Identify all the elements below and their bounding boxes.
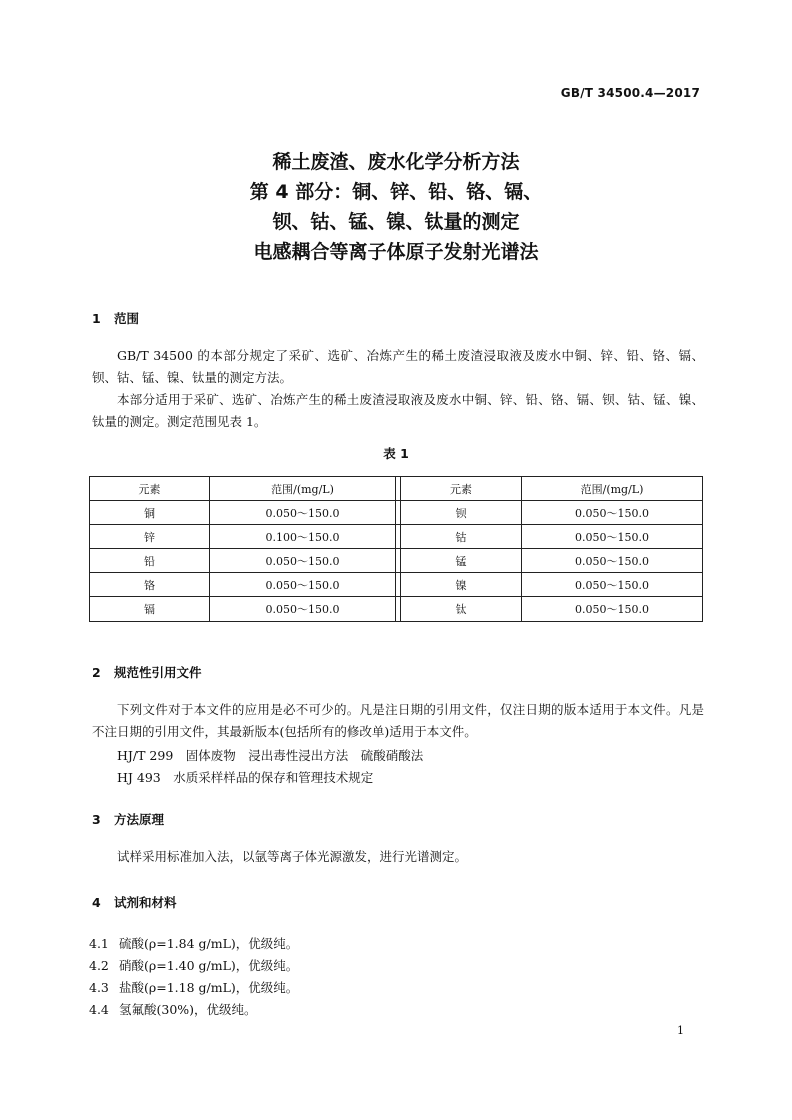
table-cell: 0.050～150.0 — [575, 530, 649, 544]
table-cell: 锌 — [90, 525, 210, 548]
list-item-text: 盐酸(ρ=1.18 g/mL)，优级纯。 — [119, 980, 299, 995]
section-1-heading — [92, 309, 139, 327]
title-line-3: 钡、钴、锰、镍、钛量的测定 — [272, 211, 520, 233]
section-2-title: 规范性引用文件 — [114, 665, 202, 680]
reference-hj-t-299: HJ/T 299 固体废物 浸出毒性浸出方法 硫酸硝酸法 — [117, 748, 424, 763]
table-1 — [89, 476, 703, 622]
document-title — [0, 147, 792, 267]
section-3-number: 3 — [92, 812, 101, 827]
list-item — [89, 934, 298, 952]
section-4-number: 4 — [92, 895, 101, 910]
table-cell: 0.050～150.0 — [575, 603, 649, 616]
section-1-number: 1 — [92, 311, 101, 326]
section-3-paragraph-1: 试样采用标准加入法，以氩等离子体光源激发，进行光谱测定。 — [117, 849, 468, 864]
table-header-cell: 元素 — [400, 477, 522, 500]
table-row — [90, 549, 702, 573]
section-2-paragraph-1: 下列文件对于本文件的应用是必不可少的。凡是注日期的引用文件，仅注日期的版本适用于本文件。凡是不注日期的引用文件，其最新版本(包括所有的修改单)适用于本文件。 — [92, 702, 704, 739]
reference-hj-493: HJ 493 水质采样样品的保存和管理技术规定 — [117, 770, 374, 785]
section-2-heading — [92, 663, 202, 681]
section-4-title: 试剂和材料 — [114, 895, 177, 910]
table-cell: 镍 — [400, 573, 522, 596]
table-header-row — [90, 477, 702, 501]
table-cell: 0.050～150.0 — [575, 578, 649, 592]
table-cell: 0.050～150.0 — [210, 549, 396, 572]
list-item — [89, 1000, 257, 1018]
page-number: 1 — [677, 1024, 684, 1037]
list-item-number: 4.3 — [89, 980, 109, 995]
list-item-text: 氢氟酸(30%)，优级纯。 — [119, 1002, 257, 1017]
table-cell: 0.050～150.0 — [575, 554, 649, 568]
table-row — [90, 597, 702, 621]
list-item — [89, 956, 298, 974]
title-line-4: 电感耦合等离子体原子发射光谱法 — [253, 241, 539, 263]
title-line-1: 稀土废渣、废水化学分析方法 — [272, 151, 520, 173]
table-cell: 钛 — [400, 597, 522, 621]
list-item — [89, 978, 298, 996]
section-3-title: 方法原理 — [114, 812, 165, 827]
list-item-number: 4.2 — [89, 958, 109, 973]
table-row — [90, 501, 702, 525]
section-3-heading — [92, 810, 164, 828]
table-row — [90, 525, 702, 549]
table-cell: 铜 — [90, 501, 210, 524]
title-line-2: 第 4 部分：铜、锌、铅、铬、镉、 — [249, 181, 543, 203]
list-item-number: 4.1 — [89, 936, 109, 951]
table-header-cell: 范围/(mg/L) — [580, 482, 644, 496]
table-cell: 镉 — [90, 597, 210, 621]
section-2-number: 2 — [92, 665, 101, 680]
table-cell: 0.050～150.0 — [575, 506, 649, 520]
standard-code: GB/T 34500.4—2017 — [560, 86, 700, 100]
table-cell: 铬 — [90, 573, 210, 596]
list-item-text: 硫酸(ρ=1.84 g/mL)，优级纯。 — [119, 936, 299, 951]
table-cell: 锰 — [400, 549, 522, 572]
table-cell: 0.100～150.0 — [210, 525, 396, 548]
section-1-paragraph-1: GB/T 34500 的本部分规定了采矿、选矿、冶炼产生的稀土废渣浸取液及废水中铜、锌、铅、铬、镉、钡、钴、锰、镍、钛量的测定方法。 — [92, 348, 704, 385]
section-1-paragraph-2: 本部分适用于采矿、选矿、冶炼产生的稀土废渣浸取液及废水中铜、锌、铅、铬、镉、钡、钴、锰、镍、钛量的测定。测定范围见表 1。 — [92, 392, 704, 429]
list-item-text: 硝酸(ρ=1.40 g/mL)，优级纯。 — [119, 958, 299, 973]
table-cell: 0.050～150.0 — [210, 501, 396, 524]
list-item-number: 4.4 — [89, 1002, 109, 1017]
section-1-title: 范围 — [114, 311, 140, 326]
section-4-heading — [92, 893, 177, 911]
table-header-cell: 范围/(mg/L) — [210, 477, 396, 500]
table-cell: 0.050～150.0 — [210, 597, 396, 621]
table-row — [90, 573, 702, 597]
table-cell: 钴 — [400, 525, 522, 548]
table-header-cell: 元素 — [90, 477, 210, 500]
table-cell: 0.050～150.0 — [210, 573, 396, 596]
table-cell: 钡 — [400, 501, 522, 524]
table-cell: 铅 — [90, 549, 210, 572]
table-1-caption: 表 1 — [383, 446, 409, 461]
